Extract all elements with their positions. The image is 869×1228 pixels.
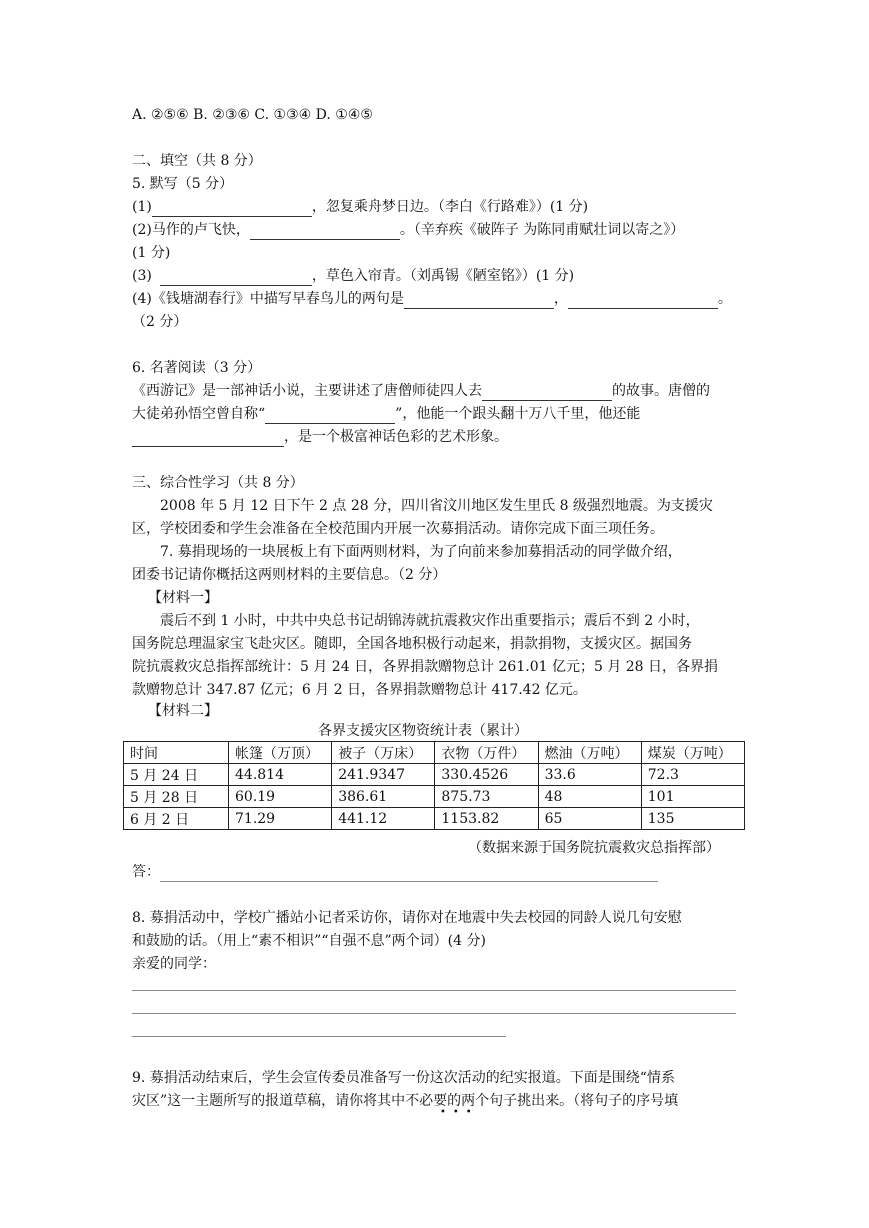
material1-line1: 震后不到 1 小时，中共中央总书记胡锦涛就抗震救灾作出重要指示；震后不到 2 小时，: [160, 613, 700, 629]
answer-blank[interactable]: [265, 409, 395, 424]
material1-line4: 款赠物总计 347.87 亿元；6 月 2 日，各界捐款赠物总计 417.42 亿元。: [132, 682, 587, 698]
writing-line[interactable]: [132, 990, 736, 991]
answer-blank[interactable]: [152, 202, 312, 217]
q5-line4-suffix: 。: [717, 291, 732, 307]
q5-line1: [132, 197, 588, 217]
q5-line4-prefix: (4)《钱塘湖春行》中描写早春鸟儿的两句是: [132, 291, 404, 307]
material1-line2: 国务院总理温家宝飞赴灾区。随即，全国各地积极行动起来，捐款捐物，支援灾区。据国务: [132, 636, 692, 652]
answer-blank[interactable]: [250, 225, 400, 240]
table-header-cell: 被子（万床）: [332, 742, 435, 764]
intro-line2: 区，学校团委和学生会准备在全校范围内开展一次募捐活动。请你完成下面三项任务。: [132, 521, 664, 537]
emphasis-dots: •••: [440, 1107, 479, 1118]
table-header-cell: 煤炭（万吨）: [641, 742, 744, 764]
q5-line2: [132, 220, 684, 240]
q6-title: 6. 名著阅读（3 分）: [132, 360, 262, 376]
table-cell: 875.73: [435, 786, 538, 808]
table-cell: 5 月 24 日: [124, 764, 229, 786]
answer-blank[interactable]: [404, 294, 554, 309]
q6-line2-prefix: 大徒弟孙悟空曾自称“: [132, 406, 266, 422]
q7-line1: 7. 募捐现场的一块展板上有下面两则材料，为了向前来参加募捐活动的同学做介绍，: [160, 544, 682, 560]
q6-line3: [132, 427, 508, 447]
table-cell: 241.9347: [332, 764, 435, 786]
table-cell: 6 月 2 日: [124, 808, 229, 830]
q5-line1-suffix: ，忽复乘舟梦日边。（李白《行路难》）(1 分): [311, 199, 589, 215]
answer-blank[interactable]: [132, 432, 284, 447]
table-cell: 386.61: [332, 786, 435, 808]
material2-label: 【材料二】: [148, 703, 218, 719]
q5-line4-mid: ，: [553, 291, 568, 307]
q6-line2: [132, 404, 640, 424]
q5-line1-prefix: (1): [132, 199, 152, 215]
answer-label: 答：: [132, 864, 160, 880]
table-row: [124, 764, 745, 786]
table-cell: 5 月 28 日: [124, 786, 229, 808]
supplies-table: [123, 741, 745, 830]
table-cell: 33.6: [538, 764, 641, 786]
q6-line1-suffix: 的故事。唐僧的: [612, 383, 710, 399]
table-cell: 1153.82: [435, 808, 538, 830]
table-row: [124, 786, 745, 808]
table-cell: 44.814: [229, 764, 332, 786]
table-header-cell: 帐篷（万顶）: [229, 742, 332, 764]
table-cell: 330.4526: [435, 764, 538, 786]
table-cell: 101: [641, 786, 744, 808]
table-header-cell: 燃油（万吨）: [538, 742, 641, 764]
table-cell: 72.3: [641, 764, 744, 786]
answer-blank[interactable]: [568, 294, 718, 309]
answer-field[interactable]: [160, 867, 658, 882]
table-row: [124, 808, 745, 830]
answer-blank[interactable]: [482, 386, 612, 401]
q5-line4-cont: （2 分）: [132, 314, 188, 330]
q5-line3: [132, 266, 574, 286]
q5-title: 5. 默写（5 分）: [132, 176, 234, 192]
q6-line1: [132, 381, 710, 401]
table-cell: 71.29: [229, 808, 332, 830]
table-source: （数据来源于国务院抗震救灾总指挥部）: [468, 840, 720, 856]
q5-line4: [132, 289, 732, 309]
q5-line2-suffix: 。（辛弃疾《破阵子 为陈同甫赋壮词以寄之》）: [399, 222, 685, 238]
table-cell: 135: [641, 808, 744, 830]
q5-line3-suffix: ，草色入帘青。（刘禹锡《陋室铭》）(1 分): [311, 268, 575, 284]
table-title: 各界支援灾区物资统计表（累计）: [318, 723, 528, 739]
answer-line: [132, 862, 658, 882]
answer-blank[interactable]: [160, 271, 312, 286]
material1-line3: 院抗震救灾总指挥部统计：5 月 24 日，各界捐款赠物总计 261.01 亿元；5 月 28 日，各界捐: [132, 659, 719, 675]
section2-heading: 二、填空（共 8 分）: [132, 153, 262, 169]
table-header-cell: 时间: [124, 742, 229, 764]
table-cell: 48: [538, 786, 641, 808]
q5-line2-cont: (1 分): [132, 245, 171, 261]
table-cell: 65: [538, 808, 641, 830]
material1-label: 【材料一】: [148, 590, 218, 606]
table-header-cell: 衣物（万件）: [435, 742, 538, 764]
q9-line1: 9. 募捐活动结束后，学生会宣传委员准备写一份这次活动的纪实报道。下面是围绕“情系: [132, 1070, 675, 1086]
q9-line2: 灾区”这一主题所写的报道草稿，请你将其中不必要的两个句子挑出来。（将句子的序号填: [132, 1093, 679, 1109]
q7-line2: 团委书记请你概括这两则材料的主要信息。（2 分）: [132, 567, 447, 583]
q8-line2: 和鼓励的话。（用上“素不相识”“自强不息”两个词）(4 分): [132, 933, 486, 949]
table-cell: 441.12: [332, 808, 435, 830]
q8-line1: 8. 募捐活动中，学校广播站小记者采访你，请你对在地震中失去校园的同龄人说几句安慰: [132, 910, 682, 926]
table-header-row: [124, 742, 745, 764]
options-line: A. ②⑤⑥ B. ②③⑥ C. ①③④ D. ①④⑤: [132, 107, 373, 123]
q6-line1-prefix: 《西游记》是一部神话小说，主要讲述了唐僧师徒四人去: [132, 383, 482, 399]
writing-line[interactable]: [132, 1013, 736, 1014]
section3-heading: 三、综合性学习（共 8 分）: [132, 475, 304, 491]
q6-line3-suffix: ，是一个极富神话色彩的艺术形象。: [284, 429, 508, 445]
q5-line2-prefix: (2)马作的卢飞快，: [132, 222, 250, 238]
table-cell: 60.19: [229, 786, 332, 808]
q5-line3-prefix: (3): [132, 268, 152, 284]
intro-line1: 2008 年 5 月 12 日下午 2 点 28 分，四川省汶川地区发生里氏 8 级强烈地震。为支援灾: [160, 498, 713, 514]
writing-line[interactable]: [132, 1036, 506, 1037]
q8-salutation: 亲爱的同学：: [132, 956, 216, 972]
q6-line2-suffix: ”，他能一个跟头翻十万八千里，他还能: [395, 406, 641, 422]
